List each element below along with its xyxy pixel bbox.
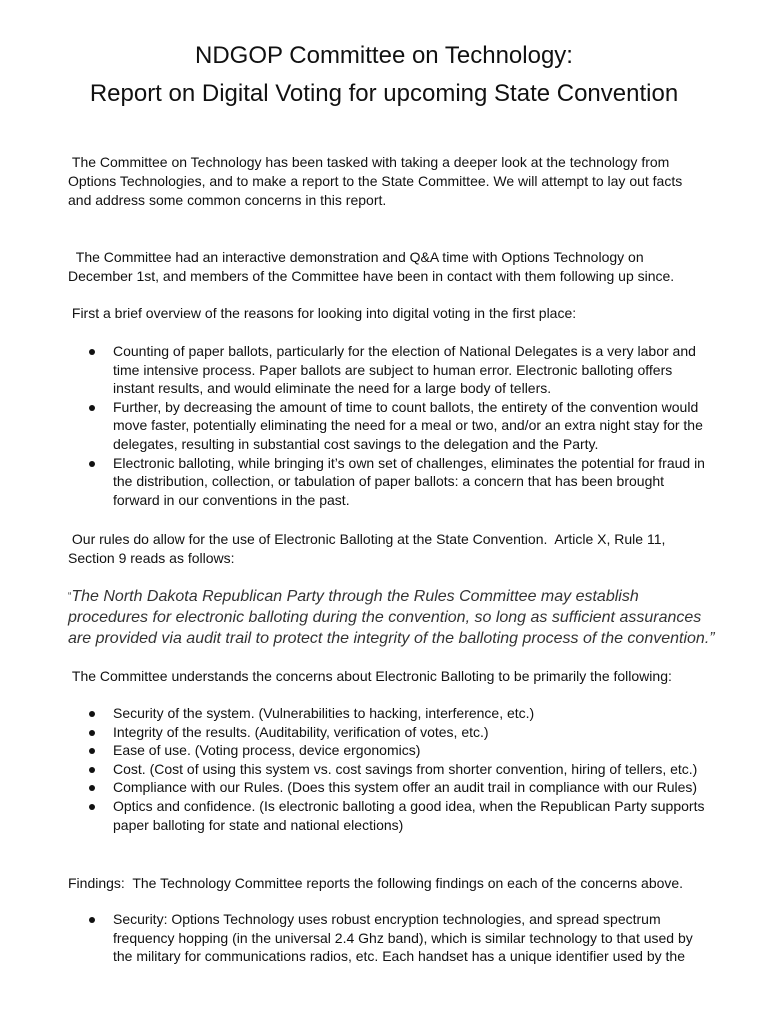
bullet-icon — [89, 461, 95, 467]
quote-text: The North Dakota Republican Party through the Rules Committee may establish procedures for electronic balloting during the convention, so long as sufficient assurances are provided via audit trail to protect the integrity of the balloting process of the convention.” — [68, 588, 715, 647]
reason-item — [68, 342, 708, 398]
bullet-icon — [89, 711, 95, 717]
concern-item — [68, 797, 708, 834]
overview-heading: First a brief overview of the reasons for looking into digital voting in the first place: — [68, 305, 577, 321]
quote-open-mark: “ — [68, 591, 72, 602]
concern-item — [68, 741, 708, 760]
bullet-icon — [89, 748, 95, 754]
bullet-icon — [89, 917, 95, 923]
bullet-icon — [89, 405, 95, 411]
document-title-line-1: NDGOP Committee on Technology: — [195, 42, 573, 69]
bullet-icon — [89, 730, 95, 736]
concern-text: Compliance with our Rules. (Does this system offer an audit trail in compliance with our Rules) — [113, 779, 698, 796]
concern-text: Integrity of the results. (Auditability, verification of votes, etc.) — [113, 723, 489, 740]
concern-text: Cost. (Cost of using this system vs. cost savings from shorter convention, hiring of tellers, etc.) — [113, 760, 698, 777]
rules-intro-paragraph: Our rules do allow for the use of Electronic Balloting at the State Convention. Article X, Rule 11, Section 9 reads as follows: — [68, 531, 670, 566]
bullet-icon — [89, 804, 95, 810]
finding-item — [68, 910, 708, 966]
concern-item — [68, 778, 708, 797]
concern-item — [68, 723, 708, 742]
concern-text: Ease of use. (Voting process, device ergonomics) — [113, 742, 421, 759]
intro-paragraph: The Committee on Technology has been tasked with taking a deeper look at the technology from Options Technologies, and to make a report to the State Committee. We will attempt to lay out facts and address some common concerns in this report. — [68, 154, 687, 208]
findings-heading: Findings: The Technology Committee reports the following findings on each of the concerns above. — [68, 875, 684, 891]
demo-paragraph: The Committee had an interactive demonstration and Q&A time with Options Technology on December 1st, and members of the Committee have been in contact with them following up since. — [68, 249, 675, 284]
concern-text: Optics and confidence. (Is electronic balloting a good idea, when the Republican Party supports paper balloting for state and national elections) — [113, 797, 705, 833]
bullet-icon — [89, 349, 95, 355]
bullet-icon — [89, 785, 95, 791]
concern-item — [68, 704, 708, 723]
reason-text: Counting of paper ballots, particularly for the election of National Delegates is a very labor and time intensive process. Paper ballots are subject to human error. Electronic balloting offers instant results, and would eliminate the need for a large body of tellers. — [113, 343, 696, 397]
reason-text: Further, by decreasing the amount of time to count ballots, the entirety of the convention would move faster, potentially eliminating the need for a meal or two, and/or an extra night stay for the delegates, resulting in substantial cost savings to the delegation and the Party. — [113, 398, 703, 452]
bullet-icon — [89, 767, 95, 773]
finding-text: Security: Options Technology uses robust encryption technologies, and spread spectrum frequency hopping (in the universal 2.4 Ghz band), which is similar technology to that used by the military for communications radios, etc. Each handset has a unique identifier used by the — [113, 911, 693, 965]
reason-item — [68, 398, 708, 454]
reason-text: Electronic balloting, while bringing it’s own set of challenges, eliminates the potential for fraud in the distribution, collection, or tabulation of paper ballots: a concern that has been brought forward in our conventions in the past. — [113, 454, 705, 508]
reason-item — [68, 454, 708, 510]
reasons-list — [68, 342, 708, 509]
findings-list — [68, 910, 708, 966]
document-title-line-2: Report on Digital Voting for upcoming State Convention — [89, 80, 679, 107]
concern-text: Security of the system. (Vulnerabilities to hacking, interference, etc.) — [113, 705, 535, 721]
concern-item — [68, 760, 708, 779]
rules-quote — [68, 586, 718, 649]
concerns-list — [68, 704, 708, 834]
concerns-heading: The Committee understands the concerns about Electronic Balloting to be primarily the following: — [68, 668, 672, 684]
